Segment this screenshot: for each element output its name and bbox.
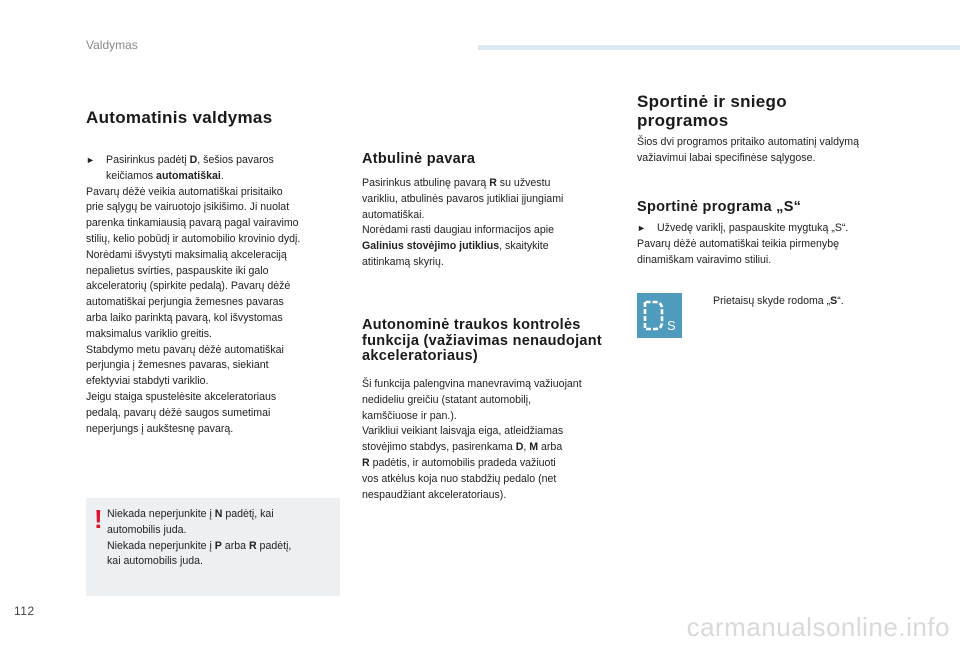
automatic-line: efektyviai stabdyti variklio. <box>86 375 209 388</box>
automatic-title: Automatinis valdymas <box>86 108 273 127</box>
warning-text: Niekada neperjunkite į N padėtį, kai automobilis juda. Niekada neperjunkite į P arba R padėtį, kai automobilis juda. <box>107 508 292 568</box>
automatic-line: automatiškai perjungia žemesnes pavaras <box>86 296 284 309</box>
automatic-line: arba laiko parinktą pavarą, kol išvystomas <box>86 311 283 324</box>
automatic-body <box>86 153 348 437</box>
automatic-line: stilių, kelio pobūdį ir automobilio krovinio dydį. <box>86 232 301 245</box>
programs-title: Sportinė ir sniego programos <box>637 92 787 130</box>
automatic-line: pedalą, pavarų dėžė saugos sumetimai <box>86 406 271 419</box>
automatic-line: Norėdami išvystyti maksimalią akceleraciją <box>86 248 287 261</box>
header-bar <box>478 45 960 50</box>
automatic-line: maksimalus variklio greitis. <box>86 327 212 340</box>
page-number: 112 <box>14 604 35 618</box>
svg-text:S: S <box>667 318 676 333</box>
display-text: Prietaisų skyde rodoma „S“. <box>713 295 844 307</box>
automatic-bullet: ► Pasirinkus padėtį D, šešios pavaros keičiamos automatiškai. <box>86 154 274 182</box>
automatic-line: Pavarų dėžė veikia automatiškai prisitaiko <box>86 185 283 198</box>
ds-display-icon <box>637 293 682 338</box>
sport-title: Sportinė programa „S“ <box>637 199 802 215</box>
automatic-line: perjungia į žemesnes pavaras, siekiant <box>86 359 269 372</box>
warning-box <box>86 498 340 596</box>
automatic-line: akceleratorių (spirkite pedalą). Pavarų dėžė <box>86 280 291 293</box>
bullet-icon: ► <box>86 155 95 165</box>
automatic-line: Jeigu staiga spustelėsite akceleratoriaus <box>86 390 277 403</box>
automatic-line: neperjungs į aukštesnę pavarą. <box>86 422 234 435</box>
warning-icon: ! <box>94 504 103 534</box>
programs-intro: Šios dvi programos pritaiko automatinį valdymą važiavimui labai specifinėse sąlygose. <box>637 136 859 164</box>
sport-bullet: ► Užvedę variklį, paspauskite mygtuką „S“. <box>637 221 899 237</box>
creep-body: Ši funkcija palengvina manevravimą važiuojant nedideliu greičiu (statant automobilį, kamščiuose ir pan.). Varikliui veikiant laisvąja eiga, atleidžiamas stovėjimo stabdys, pasirenkama D, M arba R padėtis, ir automobilis pradeda važiuoti vos atkėlus koja nuo stabdžių pedalo (net nespaudžiant akceleratoriaus). <box>362 378 582 501</box>
section-label: Valdymas <box>86 38 138 52</box>
automatic-line: Stabdymo metu pavarų dėžė automatiškai <box>86 343 284 356</box>
reverse-title: Atbulinė pavara <box>362 151 476 167</box>
bullet-icon: ► <box>637 223 646 233</box>
automatic-line: nepalietus svirties, paspauskite iki galo <box>86 264 269 277</box>
reverse-body: Pasirinkus atbulinę pavarą R su užvestu varikliu, atbulinės pavaros jutikliai įjungiami automatiškai. Norėdami rasti daugiau informacijos apie Galinius stovėjimo jutiklius, skaitykite atitinkamą skyrių. <box>362 177 564 268</box>
creep-title: Autonominė traukos kontrolės funkcija (važiavimas nenaudojant akceleratoriaus) <box>362 317 603 364</box>
watermark: carmanualsonline.info <box>686 612 950 642</box>
automatic-line: parenka tinkamiausią pavarą pagal vairavimo <box>86 217 299 230</box>
sport-body: ► Užvedę variklį, paspauskite mygtuką „S“. Pavarų dėžė automatiškai teikia pirmenybę dinamiškam vairavimo stiliui. <box>637 221 899 268</box>
automatic-line: prie sąlygų be vairuotojo įsikišimo. Ji nuolat <box>86 201 290 214</box>
